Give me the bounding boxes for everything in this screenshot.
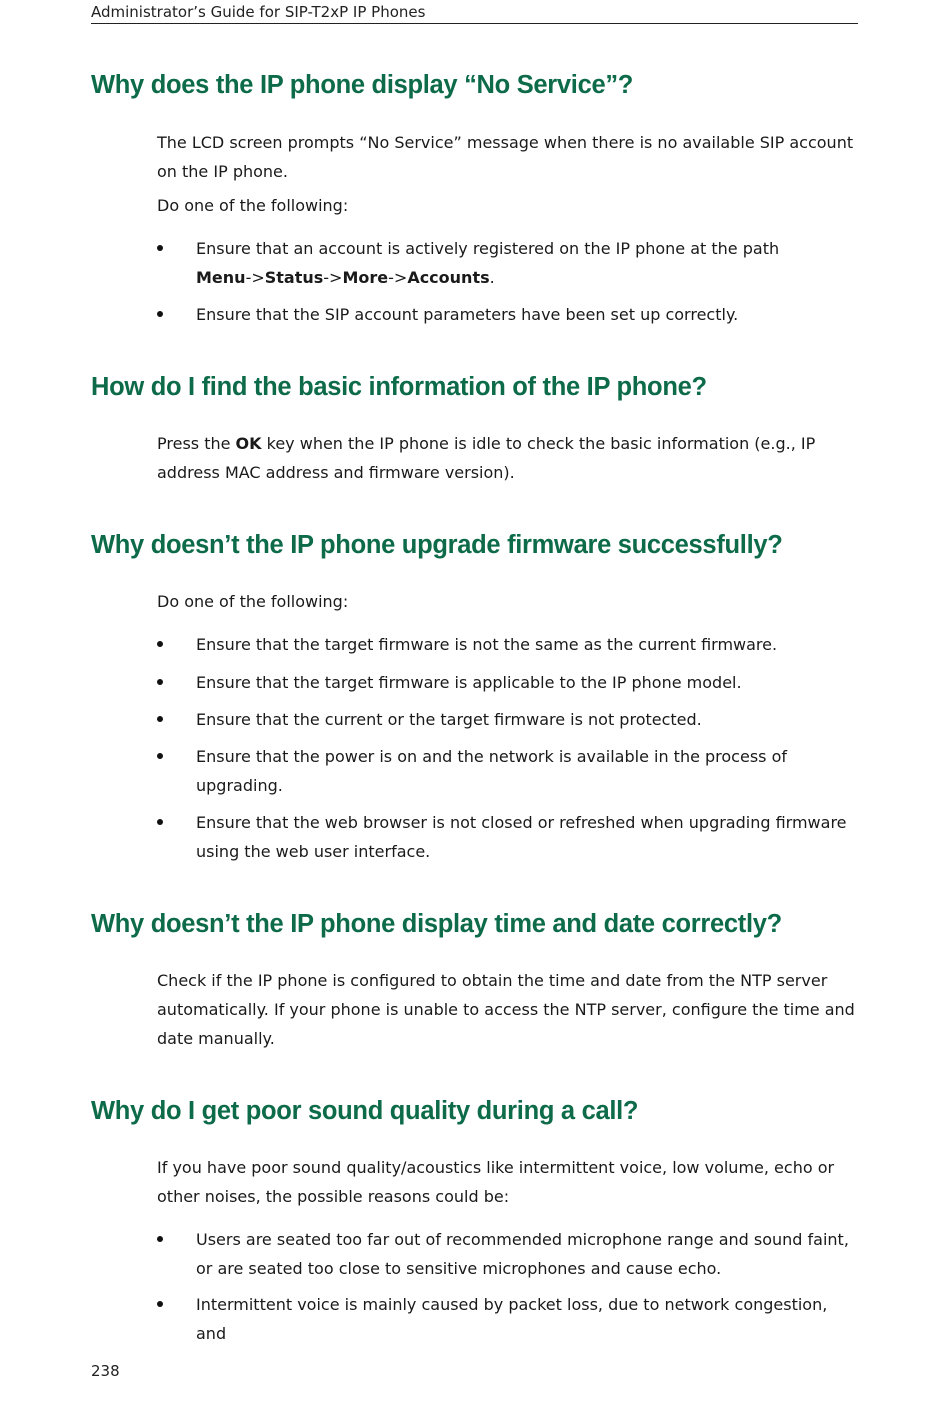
list-item-text: Ensure that the SIP account parameters have been set up correctly. bbox=[196, 305, 739, 324]
list-item-text: Users are seated too far out of recommended microphone range and sound faint, or are seated too close to sensitive microphones and cause echo. bbox=[196, 1230, 849, 1278]
list-item bbox=[157, 1225, 859, 1283]
section-heading-sound-quality: Why do I get poor sound quality during a call? bbox=[91, 1097, 639, 1125]
list-item-text: Ensure that an account is actively registered on the IP phone at the path bbox=[196, 239, 780, 258]
list-item-text: Intermittent voice is mainly caused by packet loss, due to network congestion, and bbox=[196, 1295, 828, 1343]
list-item-text: Ensure that the target firmware is applicable to the IP phone model. bbox=[196, 673, 742, 692]
menu-path-status: Status bbox=[264, 268, 324, 287]
bullet-icon bbox=[157, 716, 163, 722]
section-heading-time-date: Why doesn’t the IP phone display time and date correctly? bbox=[91, 910, 782, 938]
list-item bbox=[157, 742, 859, 800]
menu-path-more: More bbox=[342, 268, 389, 287]
menu-path-accounts: Accounts bbox=[407, 268, 490, 287]
menu-path-arrow: -> bbox=[388, 268, 408, 287]
sentence-end: . bbox=[489, 268, 495, 287]
bullet-icon bbox=[157, 753, 163, 759]
list-item-text: Ensure that the power is on and the network is available in the process of upgrading. bbox=[196, 747, 787, 795]
paragraph: If you have poor sound quality/acoustics like intermittent voice, low volume, echo or other noises, the possible reasons could be: bbox=[157, 1158, 835, 1206]
menu-path-arrow: -> bbox=[245, 268, 265, 287]
bullet-icon bbox=[157, 679, 163, 685]
running-header: Administrator’s Guide for SIP-T2xP IP Phones bbox=[91, 2, 858, 24]
paragraph: Do one of the following: bbox=[157, 592, 349, 611]
bullet-icon bbox=[157, 641, 163, 647]
section-heading-upgrade-firmware: Why doesn’t the IP phone upgrade firmware successfully? bbox=[91, 531, 783, 559]
paragraph bbox=[157, 429, 859, 487]
paragraph: Do one of the following: bbox=[157, 196, 349, 215]
list-item-text: Ensure that the current or the target firmware is not protected. bbox=[196, 710, 702, 729]
list-item bbox=[157, 808, 859, 866]
section-heading-no-service: Why does the IP phone display “No Service”? bbox=[91, 71, 634, 99]
menu-path-menu: Menu bbox=[196, 268, 246, 287]
bullet-icon bbox=[157, 819, 163, 825]
list-item bbox=[157, 1290, 859, 1348]
bullet-icon bbox=[157, 1236, 163, 1242]
bullet-icon bbox=[157, 311, 163, 317]
bullet-icon bbox=[157, 245, 163, 251]
list-item-text: Ensure that the web browser is not closed or refreshed when upgrading firmware using the web user interface. bbox=[196, 813, 847, 861]
list-item-text: Ensure that the target firmware is not the same as the current firmware. bbox=[196, 635, 778, 654]
list-item bbox=[157, 668, 859, 697]
paragraph-text: key when the IP phone is idle to check the basic information (e.g., IP address MAC address and firmware version). bbox=[157, 434, 816, 482]
page-number: 238 bbox=[91, 1362, 120, 1380]
paragraph: Check if the IP phone is configured to obtain the time and date from the NTP server automatically. If your phone is unable to access the NTP server, configure the time and date manually. bbox=[157, 971, 855, 1048]
ok-key-label: OK bbox=[235, 434, 262, 453]
list-item bbox=[157, 300, 859, 329]
list-item bbox=[157, 705, 859, 734]
list-item bbox=[157, 630, 859, 659]
paragraph: The LCD screen prompts “No Service” message when there is no available SIP account on the IP phone. bbox=[157, 133, 854, 181]
list-item bbox=[157, 234, 859, 292]
bullet-icon bbox=[157, 1301, 163, 1307]
menu-path-arrow: -> bbox=[323, 268, 343, 287]
paragraph-text: Press the bbox=[157, 434, 231, 453]
section-heading-basic-info: How do I find the basic information of the IP phone? bbox=[91, 373, 707, 401]
